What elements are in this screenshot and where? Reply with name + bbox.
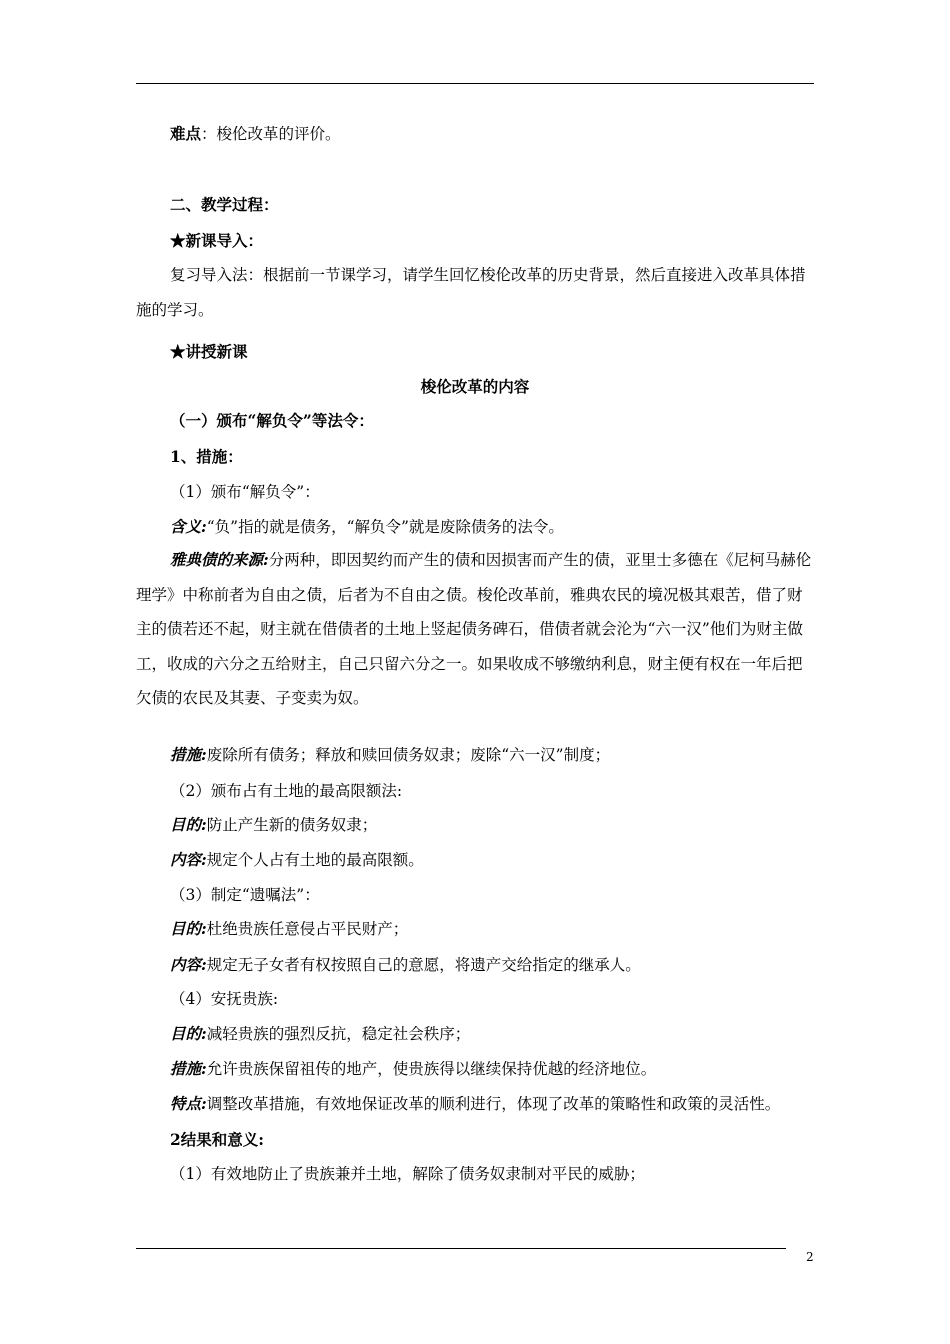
difficulty-line — [170, 124, 341, 144]
feature-label: 特点: — [170, 1094, 207, 1113]
measures-text-2: 允许贵族保留祖传的地产，使贵族得以继续保持优越的经济地位。 — [206, 1060, 657, 1078]
new-intro-heading: ★新课导入： — [170, 231, 264, 250]
item-2: （2）颁布占有土地的最高限额法: — [170, 782, 403, 800]
item-4: （4）安抚贵族: — [170, 990, 279, 1008]
review-intro-paragraph: 复习导入法：根据前一节课学习，请学生回忆梭伦改革的历史背景，然后直接进入改革具体措施的学习。 — [136, 266, 806, 319]
debt-source-text: 分两种，即因契约而产生的债和因损害而产生的债，亚里士多德在《尼柯马赫伦理学》中称前者为自由之债，后者为不自由之债。梭伦改革前，雅典农民的境况极其艰苦，借了财主的债若还不起，财主就在借债者的土地上竖起债务碑石，借债者就会沦为“六一汉”他们为财主做工，收成的六分之五给财主，自己只留六分之一。如果收成不够缴纳利息，财主便有权在一年后把欠债的农民及其妻、子变卖为奴。 — [136, 551, 812, 707]
footer-rule — [136, 1248, 786, 1249]
difficulty-label: 难点 — [170, 124, 202, 143]
meaning-label: 含义: — [170, 517, 207, 536]
debt-source-label: 雅典债的来源: — [170, 550, 269, 569]
page-number: 2 — [806, 1250, 814, 1264]
content-label-1: 内容: — [170, 850, 207, 869]
content-text-2: 规定无子女者有权按照自己的意愿，将遗产交给指定的继承人。 — [206, 956, 641, 974]
purpose-line-3 — [170, 1024, 470, 1044]
purpose-label-3: 目的: — [170, 1024, 207, 1043]
purpose-text-3: 减轻贵族的强烈反抗，稳定社会秩序； — [206, 1025, 471, 1043]
item-3: （3）制定“遗嘱法”： — [170, 886, 320, 904]
purpose-line-2 — [170, 919, 408, 939]
results-heading: 2结果和意义: — [170, 1130, 265, 1149]
purpose-text-2: 杜绝贵族任意侵占平民财产； — [206, 920, 409, 938]
debt-source-paragraph — [136, 543, 814, 716]
meaning-text: “负”指的就是债务，“解负令”就是废除债务的法令。 — [206, 518, 564, 536]
purpose-label-2: 目的: — [170, 919, 207, 938]
part-one-heading: （一）颁布“解负令”等法令： — [170, 411, 374, 430]
purpose-label-1: 目的: — [170, 815, 207, 834]
section-two-heading: 二、教学过程： — [170, 195, 279, 214]
result-1: （1）有效地防止了贵族兼并土地，解除了债务奴隶制对平民的威胁； — [170, 1165, 645, 1183]
content-line-2 — [170, 955, 641, 975]
center-title: 梭伦改革的内容 — [420, 377, 530, 396]
measures-line-2 — [170, 1059, 656, 1079]
lecture-heading: ★讲授新课 — [170, 342, 248, 361]
measures-line — [170, 745, 610, 765]
difficulty-text: ：梭伦改革的评价。 — [201, 125, 341, 143]
content-label-2: 内容: — [170, 955, 207, 974]
item-1: （1）颁布“解负令”： — [170, 483, 320, 501]
feature-line — [170, 1094, 814, 1114]
measures-label: 措施: — [170, 745, 207, 764]
header-rule — [136, 83, 814, 84]
content-text-1: 规定个人占有土地的最高限额。 — [206, 851, 424, 869]
feature-text: 调整改革措施，有效地保证改革的顺利进行，体现了改革的策略性和政策的灵活性。 — [206, 1095, 781, 1113]
meaning-line — [170, 517, 564, 537]
purpose-line-1 — [170, 815, 377, 835]
purpose-text-1: 防止产生新的债务奴隶； — [206, 816, 378, 834]
content-line-1 — [170, 850, 424, 870]
measures-heading: 1、措施： — [170, 447, 243, 466]
measures-label-2: 措施: — [170, 1059, 207, 1078]
measures-text: 废除所有债务；释放和赎回债务奴隶；废除“六一汉”制度； — [206, 746, 611, 764]
